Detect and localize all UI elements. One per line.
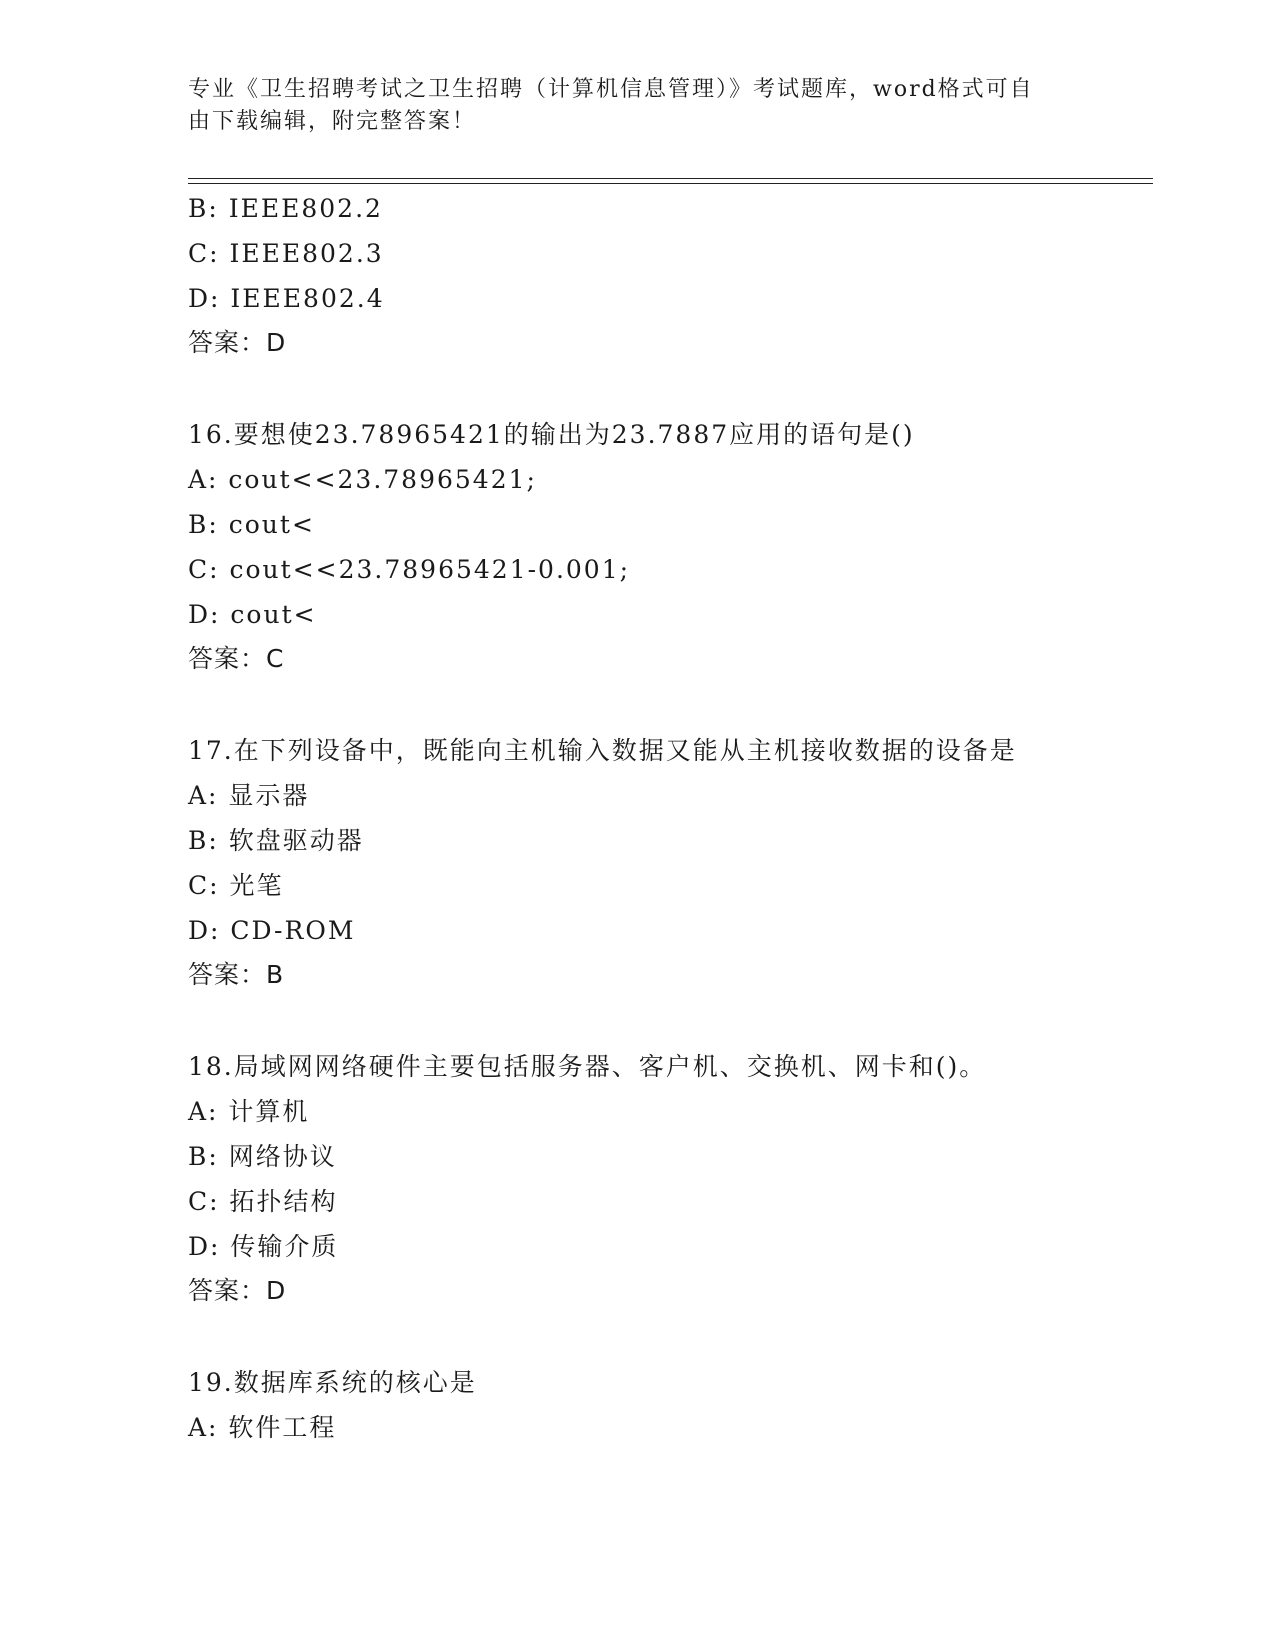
document-header — [188, 74, 1068, 138]
q16-option-c: C: cout<<23.78965421-0.001; — [188, 555, 631, 584]
header-line-1: 专业《卫生招聘考试之卫生招聘（计算机信息管理）》考试题库，word格式可自 — [188, 77, 1034, 102]
q18-option-a: A: 计算机 — [188, 1097, 310, 1126]
header-line-2: 由下载编辑，附完整答案！ — [188, 109, 477, 134]
q18-option-c: C: 拓扑结构 — [188, 1187, 338, 1216]
q15-option-b: B: IEEE802.2 — [188, 194, 383, 223]
q16-option-b: B: cout< — [188, 510, 315, 539]
header-divider-bottom — [188, 183, 1153, 184]
q15-option-c: C: IEEE802.3 — [188, 239, 384, 268]
q16-option-d: D: cout< — [188, 600, 317, 629]
q19-option-a: A: 软件工程 — [188, 1413, 337, 1442]
q18-option-b: B: 网络协议 — [188, 1142, 337, 1171]
q17-answer: 答案：B — [188, 960, 285, 989]
q17-question: 17.在下列设备中，既能向主机输入数据又能从主机接收数据的设备是 — [188, 736, 1017, 765]
q17-option-a: A: 显示器 — [188, 781, 310, 810]
q16-question: 16.要想使23.78965421的输出为23.7887应用的语句是() — [188, 420, 915, 449]
header-divider-top — [188, 178, 1153, 179]
q18-option-d: D: 传输介质 — [188, 1232, 339, 1261]
q16-option-a: A: cout<<23.78965421; — [188, 465, 537, 494]
q15-option-d: D: IEEE802.4 — [188, 284, 385, 313]
q19-question: 19.数据库系统的核心是 — [188, 1368, 477, 1397]
q16-answer: 答案：C — [188, 644, 285, 673]
q15-answer: 答案：D — [188, 328, 287, 357]
q18-answer: 答案：D — [188, 1276, 287, 1305]
q17-option-c: C: 光笔 — [188, 871, 284, 900]
q17-option-d: D: CD-ROM — [188, 916, 356, 945]
q18-question: 18.局域网网络硬件主要包括服务器、客户机、交换机、网卡和()。 — [188, 1052, 987, 1081]
q17-option-b: B: 软盘驱动器 — [188, 826, 364, 855]
